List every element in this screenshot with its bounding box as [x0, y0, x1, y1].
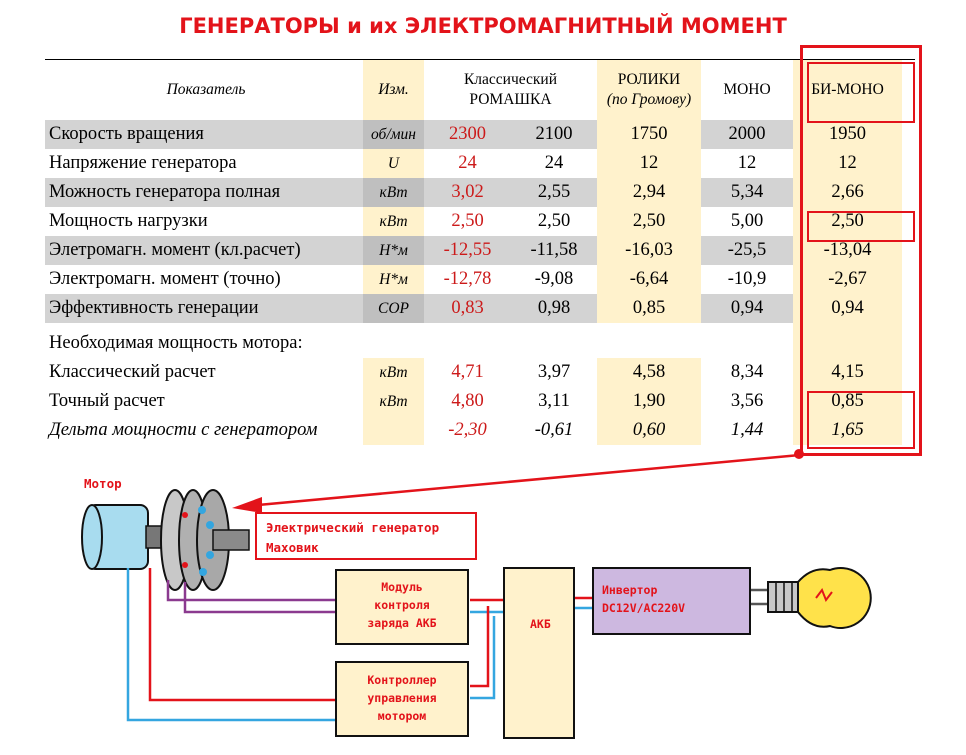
value-classic: 3,97: [511, 358, 597, 387]
value-mono: 1,44: [701, 416, 793, 445]
motor-icon: [82, 505, 168, 569]
inverter-label-1: Инвертор: [602, 583, 658, 597]
motor-controller-label-3: мотором: [377, 709, 427, 723]
flywheel-label: Маховик: [266, 540, 319, 555]
row-label: Точный расчет: [45, 387, 363, 416]
value-classic: 2,55: [511, 178, 597, 207]
value-roliki: 1,90: [597, 387, 701, 416]
value-bimono: 1,65: [793, 416, 902, 445]
akb-label: АКБ: [530, 617, 551, 631]
charge-module-label-1: Модуль: [381, 580, 423, 594]
value-roliki: 0,60: [597, 416, 701, 445]
row-label: Можность генератора полная: [45, 178, 363, 207]
akb-box: [504, 568, 574, 738]
row-unit: об/мин: [363, 120, 424, 149]
pointer-dot: [794, 449, 804, 459]
motor-controller-label-2: управления: [367, 691, 437, 705]
value-mono: 0,94: [701, 294, 793, 323]
value-classic-red: 3,02: [424, 178, 511, 207]
value-mono: 5,34: [701, 178, 793, 207]
value-classic-red: 4,80: [424, 387, 511, 416]
value-classic: 2100: [511, 120, 597, 149]
header-roliki: РОЛИКИ (по Громову): [597, 60, 701, 120]
header-unit: Изм.: [363, 60, 424, 120]
row-unit: кВт: [363, 207, 424, 236]
value-bimono: -13,04: [793, 236, 902, 265]
row-label: Электромагн. момент (точно): [45, 265, 363, 294]
motor-controller-label-1: Контроллер: [367, 673, 437, 687]
value-roliki: 1750: [597, 120, 701, 149]
value-bimono: -2,67: [793, 265, 902, 294]
row-unit: кВт: [363, 387, 424, 416]
value-roliki: -6,64: [597, 265, 701, 294]
value-roliki: -16,03: [597, 236, 701, 265]
inverter-label-2: DC12V/AC220V: [602, 601, 686, 615]
row-label: Дельта мощности с генератором: [45, 416, 363, 445]
pointer-arrowhead: [232, 497, 262, 513]
value-classic-red: 4,71: [424, 358, 511, 387]
value-bimono: 2,50: [793, 207, 902, 236]
value-classic-red: -2,30: [424, 416, 511, 445]
row-label: Мощность нагрузки: [45, 207, 363, 236]
row-label: Элетромагн. момент (кл.расчет): [45, 236, 363, 265]
value-classic: -9,08: [511, 265, 597, 294]
value-bimono: 1950: [793, 120, 902, 149]
value-classic: 2,50: [511, 207, 597, 236]
generator-icon: [161, 490, 249, 590]
row-label: Классический расчет: [45, 358, 363, 387]
value-classic-red: 0,83: [424, 294, 511, 323]
value-mono: 8,34: [701, 358, 793, 387]
value-bimono: 0,94: [793, 294, 902, 323]
value-roliki: 2,50: [597, 207, 701, 236]
row-unit: U: [363, 149, 424, 178]
value-roliki: 4,58: [597, 358, 701, 387]
motor-label: Мотор: [84, 476, 122, 491]
value-mono: -10,9: [701, 265, 793, 294]
row-unit: COP: [363, 294, 424, 323]
value-mono: 12: [701, 149, 793, 178]
value-bimono: 2,66: [793, 178, 902, 207]
value-classic-red: 24: [424, 149, 511, 178]
value-mono: 3,56: [701, 387, 793, 416]
page-title: ГЕНЕРАТОРЫ и их ЭЛЕКТРОМАГНИТНЫЙ МОМЕНТ: [179, 14, 787, 38]
value-classic: -0,61: [511, 416, 597, 445]
value-mono: 2000: [701, 120, 793, 149]
row-unit: кВт: [363, 178, 424, 207]
motor-section-title: Необходимая мощность мотора:: [45, 329, 793, 358]
header-classic: Классический РОМАШКА: [424, 60, 597, 120]
value-bimono: 0,85: [793, 387, 902, 416]
row-label: Напряжение генератора: [45, 149, 363, 178]
value-classic-red: -12,78: [424, 265, 511, 294]
value-classic-red: 2,50: [424, 207, 511, 236]
value-bimono: 12: [793, 149, 902, 178]
generator-label: Электрический генератор: [266, 520, 440, 535]
row-unit: Н*м: [363, 265, 424, 294]
row-label: Скорость вращения: [45, 120, 363, 149]
pointer-arrow-line: [258, 455, 800, 505]
value-mono: 5,00: [701, 207, 793, 236]
header-param: Показатель: [45, 60, 363, 120]
value-classic: 0,98: [511, 294, 597, 323]
value-roliki: 0,85: [597, 294, 701, 323]
charge-module-label-3: заряда АКБ: [367, 616, 437, 630]
row-unit: Н*м: [363, 236, 424, 265]
header-bimono: БИ-МОНО: [793, 60, 902, 120]
lamp-icon: [768, 568, 871, 628]
value-roliki: 2,94: [597, 178, 701, 207]
value-bimono: 4,15: [793, 358, 902, 387]
value-classic-red: -12,55: [424, 236, 511, 265]
row-label: Эффективность генерации: [45, 294, 363, 323]
value-classic-red: 2300: [424, 120, 511, 149]
value-classic: 3,11: [511, 387, 597, 416]
header-mono: МОНО: [701, 60, 793, 120]
value-mono: -25,5: [701, 236, 793, 265]
value-classic: 24: [511, 149, 597, 178]
value-classic: -11,58: [511, 236, 597, 265]
charge-module-label-2: контроля: [374, 598, 430, 612]
value-roliki: 12: [597, 149, 701, 178]
row-unit: кВт: [363, 358, 424, 387]
